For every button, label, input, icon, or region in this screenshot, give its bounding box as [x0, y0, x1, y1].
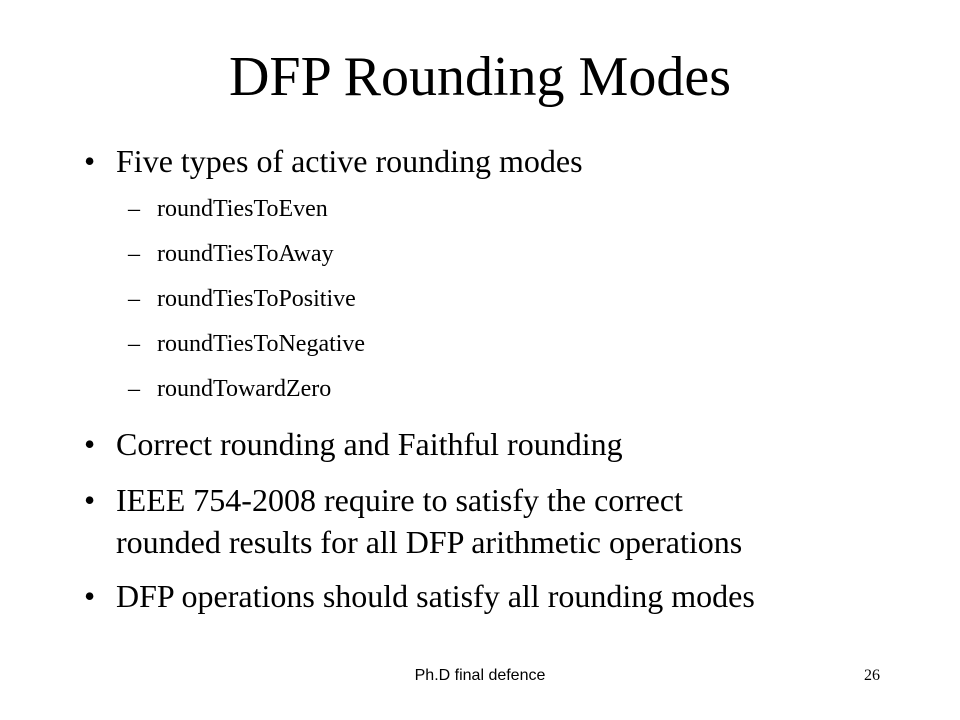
- slide-title: DFP Rounding Modes: [228, 46, 731, 108]
- sub-item-text: roundTowardZero: [157, 376, 332, 402]
- footer-text: Ph.D final defence: [414, 667, 546, 684]
- bullet-text: rounded results for all DFP arithmetic operations: [116, 524, 743, 560]
- sub-marker: –: [128, 196, 140, 222]
- bullet-marker: •: [84, 426, 96, 462]
- bullet-marker: •: [84, 143, 96, 179]
- page-number: 26: [864, 667, 880, 684]
- bullet-marker: •: [84, 482, 96, 518]
- sub-item-text: roundTiesToAway: [157, 241, 334, 267]
- bullet-text: Five types of active rounding modes: [116, 143, 583, 179]
- sub-marker: –: [128, 241, 140, 267]
- bullet-text: IEEE 754-2008 require to satisfy the correct: [116, 482, 683, 518]
- sub-marker: –: [128, 286, 140, 312]
- bullet-marker: •: [84, 578, 96, 614]
- sub-item-text: roundTiesToPositive: [157, 286, 356, 312]
- sub-marker: –: [128, 331, 140, 357]
- sub-marker: –: [128, 376, 140, 402]
- sub-item-text: roundTiesToNegative: [157, 331, 366, 357]
- sub-item-text: roundTiesToEven: [157, 196, 328, 222]
- bullet-text: Correct rounding and Faithful rounding: [116, 426, 623, 462]
- bullet-text: DFP operations should satisfy all rounding modes: [116, 578, 755, 614]
